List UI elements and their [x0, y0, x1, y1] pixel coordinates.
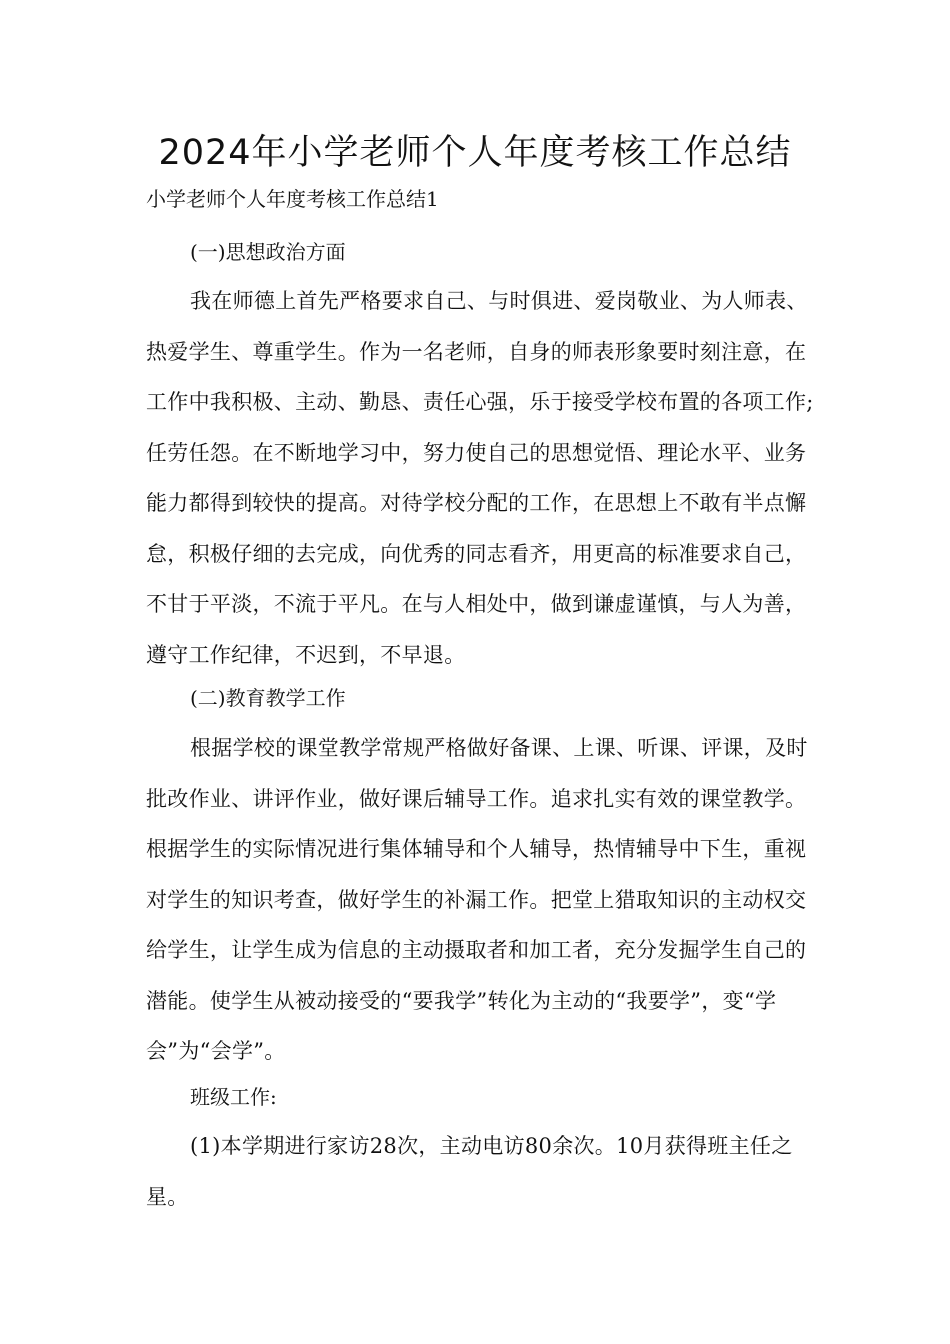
section-heading-class-work: 班级工作: — [190, 1085, 277, 1109]
document-title: 2024年小学老师个人年度考核工作总结 — [158, 133, 792, 173]
section-heading-ideology: (一)思想政治方面 — [190, 240, 346, 264]
paragraph-class-work: (1)本学期进行家访28次，主动电访80余次。10月获得班主任之星。 — [146, 1134, 793, 1209]
section-heading-teaching: (二)教育教学工作 — [190, 686, 346, 710]
document-subtitle: 小学老师个人年度考核工作总结1 — [146, 187, 439, 211]
paragraph-ideology: 我在师德上首先严格要求自己、与时俱进、爱岗敬业、为人师表、热爱学生、尊重学生。作为一名老师，自身的师表形象要时刻注意，在工作中我积极、主动、勤恳、责任心强，乐于接受学校布置的各项工作;任劳任怨。在不断地学习中，努力使自己的思想觉悟、理论水平、业务能力都得到较快的提高。对待学校分配的工作，在思想上不敢有半点懈怠，积极仔细的去完成，向优秀的同志看齐，用更高的标准要求自己，不甘于平淡，不流于平凡。在与人相处中，做到谦虚谨慎，与人为善，遵守工作纪律，不迟到，不早退。 — [146, 289, 814, 667]
paragraph-teaching: 根据学校的课堂教学常规严格做好备课、上课、听课、评课，及时批改作业、讲评作业，做好课后辅导工作。追求扎实有效的课堂教学。根据学生的实际情况进行集体辅导和个人辅导，热情辅导中下生，重视对学生的知识考查，做好学生的补漏工作。把堂上猎取知识的主动权交给学生，让学生成为信息的主动摄取者和加工者，充分发掘学生自己的潜能。使学生从被动接受的“要我学”转化为主动的“我要学”，变“学会”为“会学”。 — [146, 736, 808, 1063]
